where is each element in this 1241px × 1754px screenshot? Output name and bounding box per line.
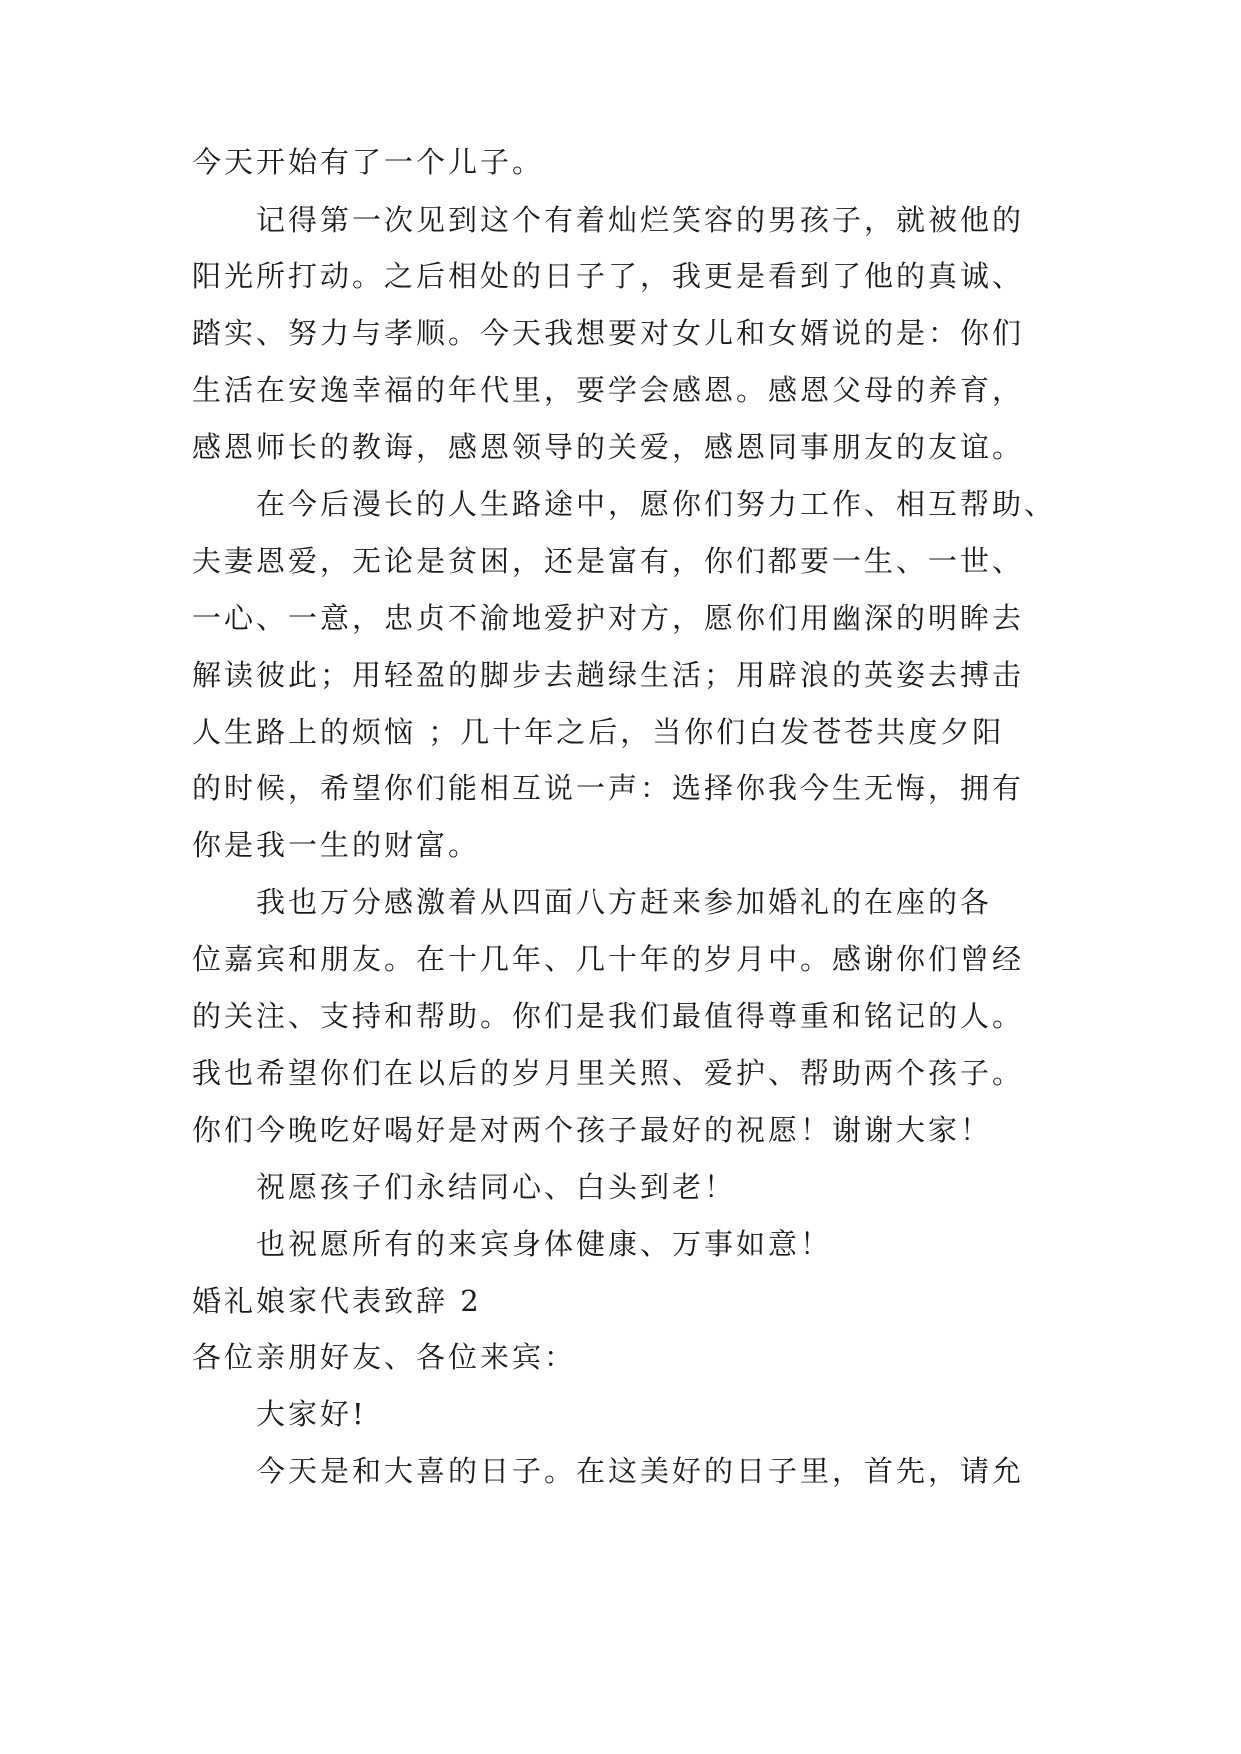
text-line: 祝愿孩子们永结同心、白头到老！ [256,1170,737,1204]
text-line: 的关注、支持和帮助。你们是我们最值得尊重和铭记的人。 [192,999,1025,1033]
text-line: 今天是和大喜的日子。在这美好的日子里，首先，请允 [256,1454,1025,1488]
text-line: 感恩师长的教诲，感恩领导的关爱，感恩同事朋友的友谊。 [192,430,1025,464]
text-line: 也祝愿所有的来宾身体健康、万事如意！ [256,1227,833,1261]
text-line: 记得第一次见到这个有着灿烂笑容的男孩子，就被他的 [256,203,1025,237]
text-line: 大家好! [256,1397,367,1431]
text-line: 踏实、努力与孝顺。今天我想要对女儿和女婿说的是：你们 [192,316,1025,350]
text-line: 人生路上的烦恼 ；几十年之后，当你们白发苍苍共度夕阳 [192,715,1005,749]
text-line: 夫妻恩爱，无论是贫困，还是富有，你们都要一生、一世、 [192,544,1025,578]
text-line: 一心、一意，忠贞不渝地爱护对方，愿你们用幽深的明眸去 [192,601,1025,635]
text-line: 生活在安逸幸福的年代里，要学会感恩。感恩父母的养育， [192,373,1025,407]
text-line: 阳光所打动。之后相处的日子了，我更是看到了他的真诚、 [192,259,1025,293]
text-line: 解读彼此；用轻盈的脚步去趟绿生活；用辟浪的英姿去搏击 [192,658,1025,692]
text-line: 我也希望你们在以后的岁月里关照、爱护、帮助两个孩子。 [192,1056,1025,1090]
text-line: 在今后漫长的人生路途中，愿你们努力工作、相互帮助、 [256,487,1057,521]
section-heading: 婚礼娘家代表致辞 2 [192,1284,482,1318]
text-line: 的时候，希望你们能相互说一声：选择你我今生无悔，拥有 [192,771,1025,805]
text-line: 位嘉宾和朋友。在十几年、几十年的岁月中。感谢你们曾经 [192,942,1025,976]
text-line: 我也万分感激着从四面八方赶来参加婚礼的在座的各 [256,885,993,919]
text-line: 各位亲朋好友、各位来宾： [192,1340,577,1374]
text-line: 今天开始有了一个儿子。 [192,145,545,179]
text-line: 你们今晚吃好喝好是对两个孩子最好的祝愿！谢谢大家！ [192,1113,993,1147]
text-line: 你是我一生的财富。 [192,828,481,862]
